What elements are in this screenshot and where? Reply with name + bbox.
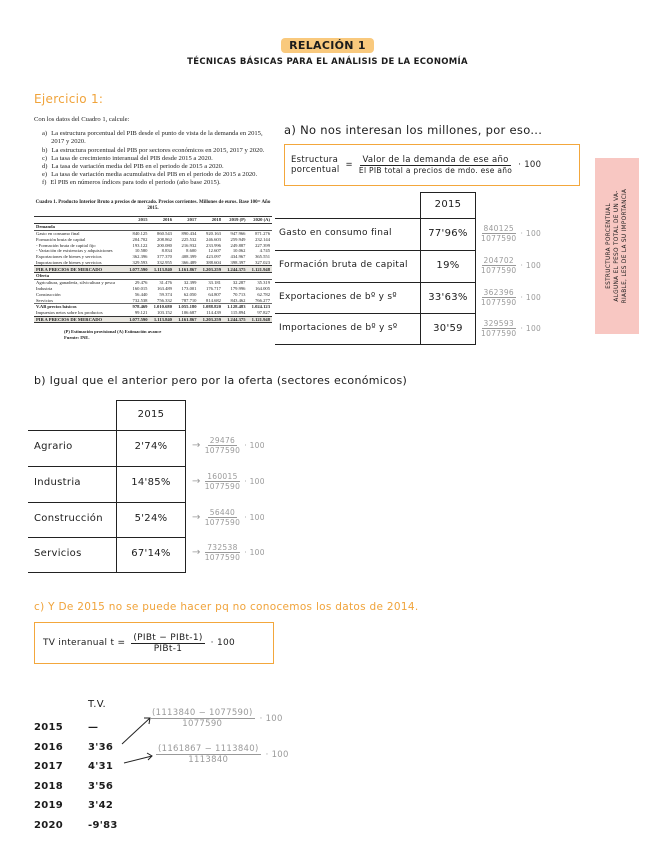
table-cell: - Variación de existencias y adquisiciones [36,248,113,254]
table-cell: 366.489 [181,259,197,265]
part-b-row-calc [192,436,265,455]
part-b-row-label: Construcción [34,513,103,524]
table-cell: 1.088.820 [198,303,223,309]
tv-row [34,816,154,836]
question-text: La estructura porcentual del PIB desde el punto de vista de la demanda en 2015, 2017 y 2020. [51,130,263,146]
table-cell: 871.276 [255,230,270,236]
formula-label-line-1: Estructura [291,155,339,165]
table-cell: Impuestos netos sobre los productos [36,310,103,316]
tv-row [34,796,154,816]
question-letter: b) [42,146,48,154]
question-letter: f) [42,179,47,187]
table-cell: 920.163 [206,230,221,236]
statement-intro: Con los datos del Cuadro 1, calcule: [34,116,130,123]
table-cell: PIB A PRECIOS DE MERCADO [34,266,125,273]
table-cell: 1.113.840 [149,316,174,323]
table-source: Fuente: INE. [64,335,90,341]
part-a-row-fraction [481,224,517,243]
part-b-heading: b) Igual que el anterior pero por la oferta (sectores económicos) [34,374,408,387]
grid-line [116,400,117,572]
table-cell: 860.543 [157,230,172,236]
table-cell: 1.113.840 [149,266,174,273]
part-a-row-label: Exportaciones de bº y sº [279,292,397,302]
tv-value: — [88,722,99,734]
arrow-icon: → [192,547,201,558]
table-cell: 1.161.867 [174,316,199,323]
part-b-row-denominator: 1077590 [204,446,241,455]
grid-line [28,430,186,431]
question-text: La estructura porcentual del PIB por sectores económicos en 2015, 2017 y 2020. [51,146,265,154]
table-cell: 1.121.948 [247,316,272,323]
question-item [42,163,272,171]
question-list [34,130,272,187]
table-cell [198,273,223,280]
part-c-heading: c) Y De 2015 no se puede hacer pq no conocemos los datos de 2014. [34,601,419,613]
question-text: El PIB en números índices para todo el periodo (año base 2015). [50,179,221,187]
tv-value: -9'83 [88,819,118,831]
table-cell: 99.121 [134,310,148,316]
grid-line [275,282,476,283]
table-cell: 332.955 [157,259,172,265]
question-text: La tasa de variación media del PIB en el periodo de 2015 a 2020. [51,163,224,171]
table-cell: 1.077.590 [125,316,150,323]
table-header-cell: 2019 (P) [223,217,248,224]
part-a-row-numerator: 362396 [483,288,514,297]
tv-calc-1-numerator: (1113840 − 1077590) [152,708,253,718]
table-cell: 193.122 [132,242,148,248]
part-b-row-fraction [205,543,241,562]
part-a-row-mult: · 100 [520,229,542,238]
question-item [42,179,272,187]
part-a-row-denominator: 1077590 [481,329,517,338]
table-cell: 64.807 [208,291,221,297]
tv-year: 2017 [34,761,64,773]
page-header [0,34,655,53]
table-cell: 1.244.375 [223,316,248,323]
side-note-line-1: ESTRUCTURA PORCENTUAL [606,203,612,289]
grid-line [28,466,186,467]
part-a-row-numerator: 329593 [483,319,514,328]
formula-numerator: Valor de la demanda de ese año [362,155,509,165]
tv-value: 3'36 [88,741,114,753]
gdp-table-wrap [34,216,272,341]
table-cell: 756.332 [157,297,172,303]
table-cell: 365.551 [255,254,270,260]
table-cell: 106.687 [181,310,197,316]
table-row [34,303,272,309]
table-cell: 329.593 [132,259,148,265]
part-b-row-value: 67'14% [131,548,171,559]
table-cell [198,223,223,230]
table-cell: 163.489 [157,285,172,291]
table-cell: 233.996 [206,242,221,248]
structure-formula-box [284,144,580,186]
table-cell: 10.062 [232,248,246,254]
table-cell: 35.319 [257,280,270,286]
question-letter: c) [42,154,48,162]
part-a-year-header: 2015 [434,199,462,210]
grid-line [28,537,186,538]
part-a-heading: a) No nos interesan los millones, por eso... [284,123,543,137]
formula-denominator: El PIB total a precios de mdo. ese año [358,166,513,175]
table-cell: 70.713 [232,291,246,297]
formula-label [291,155,339,175]
table-cell: 377.370 [157,254,172,260]
question-letter: d) [42,163,48,171]
tv-calc-2-denominator: 1113840 [188,755,229,765]
tv-formula-numerator: (PIBt − PIBt-1) [133,632,203,643]
part-a-row-mult: · 100 [520,324,542,333]
part-b-row-mult: · 100 [244,477,265,486]
table-cell [125,273,150,280]
arrow-icon: → [192,476,201,487]
table-cell: Exportaciones de bienes y servicios [36,254,102,260]
part-a-row-numerator: 204702 [483,256,514,265]
part-a-row-denominator: 1077590 [481,298,517,307]
grid-line [28,572,186,573]
table-cell [149,273,174,280]
table-row [34,273,272,280]
table-cell: 1.055.180 [174,303,199,309]
table-cell: 732.538 [132,297,148,303]
question-letter: a) [42,130,48,138]
part-a-row-fraction [481,256,517,275]
table-cell: 408.399 [181,254,197,260]
formula-equals: = [345,160,353,170]
table-cell: 225.532 [181,236,197,242]
grid-line [475,192,476,344]
grid-line [275,313,476,314]
part-a-row-mult: · 100 [520,261,542,270]
table-cell: V.AB precios básicos [34,303,125,309]
grid-line [275,218,476,219]
tv-row [34,777,154,797]
table-cell: Construcción [36,291,61,297]
table-cell: Importaciones de bienes y servicios [36,259,102,265]
part-a-table [275,192,585,352]
table-cell: 62.050 [183,291,197,297]
table-cell: 840.125 [132,230,148,236]
table-cell: 1.077.590 [125,266,150,273]
table-header-cell: 2015 [125,217,150,224]
tv-formula-fraction [131,633,204,654]
exercise-statement [34,116,272,188]
table-header-cell [34,217,125,224]
table-cell: 766.277 [255,297,270,303]
tv-value: 3'42 [88,800,114,812]
table-cell [174,223,199,230]
table-cell: Demanda [34,223,125,230]
part-b-row-denominator: 1077590 [204,518,241,527]
grid-line [420,192,476,193]
table-row [34,223,272,230]
arrow-2016 [122,718,150,744]
part-a-row-value: 30'59 [433,323,463,334]
side-note [595,158,639,334]
tv-formula-multiplier: · 100 [210,638,236,648]
formula-fraction [359,155,512,175]
table-cell [247,273,272,280]
tv-calc-2-numerator: (1161867 − 1113840) [158,744,259,754]
table-cell: 1.161.867 [174,266,199,273]
grid-line [28,502,186,503]
tv-year: 2015 [34,722,64,734]
table-cell: 362.396 [132,254,148,260]
part-a-row-label: Importaciones de bº y sº [279,323,398,333]
table-cell: 31.476 [159,280,172,286]
page-title: RELACIÓN 1 [281,38,374,53]
tv-calc-1-mult: · 100 [259,713,283,724]
table-cell: 176.717 [206,285,221,291]
table-cell: 978.469 [125,303,150,309]
table-row [34,316,272,323]
table-cell: 29.476 [134,280,148,286]
part-a-row-calc [481,319,541,338]
part-b-row-label: Agrario [34,441,73,452]
question-item [42,130,272,146]
grid-line [275,344,476,345]
part-b-row-value: 2'74% [134,441,168,452]
table-cell: 12.607 [208,248,221,254]
table-cell: PIB A PRECIOS DE MERCADO [34,316,125,323]
table-cell: 1.024.123 [247,303,272,309]
tv-calc-2-mult: · 100 [265,749,289,760]
table-notes: (P) Estimación provisional (A) Estimación avance [64,329,162,335]
table-cell: 32.287 [232,280,246,286]
table-cell: 249.887 [230,242,246,248]
table-cell [174,273,199,280]
tv-year: 2018 [34,780,64,792]
table-cell: Servicios [36,297,54,303]
table-cell: 97.827 [257,310,270,316]
part-b-row-calc [192,472,265,491]
table-header-cell: 2018 [198,217,223,224]
part-a-row-calc [481,224,541,243]
table-cell: 259.949 [230,236,246,242]
table-cell: 1.244.375 [223,266,248,273]
tv-column-header: T.V. [88,699,107,710]
table-cell [247,223,272,230]
part-a-row-fraction [481,288,517,307]
table-caption: Cuadro 1. Producto Interior Bruto a precios de mercado. Precios corrientes. Millones de euros. Base 100= Año 2015. [35,200,271,211]
table-cell: Gasto en consumo final [36,230,80,236]
part-b-year-header: 2015 [137,409,165,420]
part-a-row-fraction [481,319,517,338]
table-header-cell: 2020 (A) [247,217,272,224]
table-cell: 173.001 [181,285,197,291]
part-a-row-label: Formación bruta de capital [279,260,408,270]
table-cell: 388.604 [206,259,221,265]
side-note-line-3: RIABLE, LES DE LA SU IMPORTANCIA [622,188,628,304]
table-cell: 200.080 [157,242,172,248]
part-b-row-denominator: 1077590 [204,482,241,491]
tv-year: 2019 [34,800,64,812]
table-cell: 103.152 [157,310,172,316]
formula-multiplier: · 100 [518,160,542,170]
part-b-row-fraction [205,508,241,527]
question-text: La tasa de variación media acumulativa del PIB en el periodo de 2015 a 2020. [51,171,258,179]
table-cell [149,223,174,230]
table-cell: 1.010.680 [149,303,174,309]
tv-value: 3'56 [88,780,114,792]
part-b-row-calc [192,543,265,562]
table-cell: 890.434 [181,230,197,236]
part-b-table [28,400,318,580]
side-note-line-2: ALGUNA EL PESO TOTAL DE UN VA- [614,190,620,302]
table-cell: 814.682 [206,297,221,303]
tv-formula-label: TV interanual t = [43,638,126,648]
table-cell: 114.439 [206,310,221,316]
part-b-row-fraction [205,436,241,455]
table-cell: 1.203.259 [198,316,223,323]
table-cell: Formación bruta de capital [36,236,86,242]
part-a-row-value: 33'63% [428,292,468,303]
table-cell: 398.397 [230,259,246,265]
table-cell: 208.862 [157,236,172,242]
grid-line [185,400,186,572]
page-subtitle: TÉCNICAS BÁSICAS PARA EL ANÁLISIS DE LA ECONOMÍA [187,57,468,67]
formula-label-line-2: porcentual [291,165,340,175]
part-b-row-denominator: 1077590 [204,553,241,562]
table-cell: 434.967 [230,254,246,260]
exercise-label: Ejercicio 1: [34,92,104,106]
tv-calc-2 [156,744,289,765]
table-cell: 32.399 [183,280,197,286]
table-cell: 10.580 [134,248,148,254]
table-cell [223,273,248,280]
table-cell: 8.600 [186,248,197,254]
part-b-row-mult: · 100 [244,548,265,557]
table-cell: 423.097 [206,254,221,260]
table-cell: 327.023 [255,259,270,265]
table-cell: 8.834 [161,248,172,254]
table-header-cell: 2016 [149,217,174,224]
part-a-row-denominator: 1077590 [481,266,517,275]
part-a-row-mult: · 100 [520,293,542,302]
table-cell: 62.782 [257,291,270,297]
tv-formula-box [34,622,274,664]
question-letter: e) [42,171,48,179]
part-b-row-label: Servicios [34,548,82,559]
table-header-cell: 2017 [174,217,199,224]
part-b-row-label: Industria [34,477,81,488]
tv-year: 2020 [34,819,64,831]
table-cell: 59.374 [159,291,172,297]
table-cell: 787.710 [181,297,197,303]
table-cell: Industria [36,285,53,291]
side-note-text [605,161,629,331]
table-cell: 4.745 [259,248,270,254]
grid-line [275,250,476,251]
table-cell: 1.203.259 [198,266,223,273]
part-a-row-value: 19% [436,260,460,271]
table-row [34,266,272,273]
table-cell: 232.144 [255,236,270,242]
part-b-row-numerator: 29476 [209,436,236,445]
tv-value: 4'31 [88,761,114,773]
part-b-row-fraction [205,472,241,491]
table-cell: 1.121.948 [247,266,272,273]
table-cell: 56.440 [134,291,148,297]
table-cell: 115.894 [230,310,246,316]
tv-calc-2-fraction [156,744,261,765]
part-b-row-value: 14'85% [131,477,171,488]
table-cell: 843.462 [230,297,246,303]
tv-formula-denominator: PIBt-1 [153,643,183,654]
table-cell: - Formación bruta de capital fijo [36,242,96,248]
table-cell: Oferta [34,273,125,280]
question-item [42,171,272,179]
arrow-icon: → [192,440,201,451]
table-cell: 33.181 [208,280,221,286]
part-a-row-calc [481,256,541,275]
part-b-row-numerator: 160015 [207,472,238,481]
tv-calc-1 [150,708,283,729]
part-b-row-value: 5'24% [134,513,168,524]
arrow-icon: → [192,512,201,523]
part-a-row-label: Gasto en consumo final [279,228,392,238]
table-cell: Agricultura, ganadería, silvicultura y pesca [36,280,116,286]
part-b-row-numerator: 732538 [207,543,238,552]
tv-year: 2016 [34,741,64,753]
table-cell: 1.128.483 [223,303,248,309]
question-item [42,155,272,163]
part-b-row-numerator: 56440 [209,508,236,517]
part-a-row-denominator: 1077590 [481,234,517,243]
table-cell: 204.702 [132,236,148,242]
part-a-row-calc [481,288,541,307]
part-b-row-mult: · 100 [244,513,265,522]
table-cell: 227.399 [255,242,270,248]
table-cell: 947.966 [230,230,246,236]
table-cell [223,223,248,230]
table-cell: 216.932 [181,242,197,248]
question-text: La tasa de crecimiento interanual del PIB desde 2015 a 2020. [51,154,213,162]
tv-calc-1-fraction [150,708,255,729]
grid-line [116,400,186,401]
table-cell: 164.005 [255,285,270,291]
tv-calc-1-denominator: 1077590 [182,719,223,729]
table-cell: 246.603 [206,236,221,242]
question-item [42,147,272,155]
part-a-row-numerator: 840125 [483,224,514,233]
table-cell [125,223,150,230]
part-a-row-value: 77'96% [428,228,468,239]
table-cell: 179.996 [230,285,246,291]
table-cell: 160.015 [132,285,148,291]
part-b-row-calc [192,508,265,527]
part-b-row-mult: · 100 [244,441,265,450]
gdp-table [34,216,272,323]
